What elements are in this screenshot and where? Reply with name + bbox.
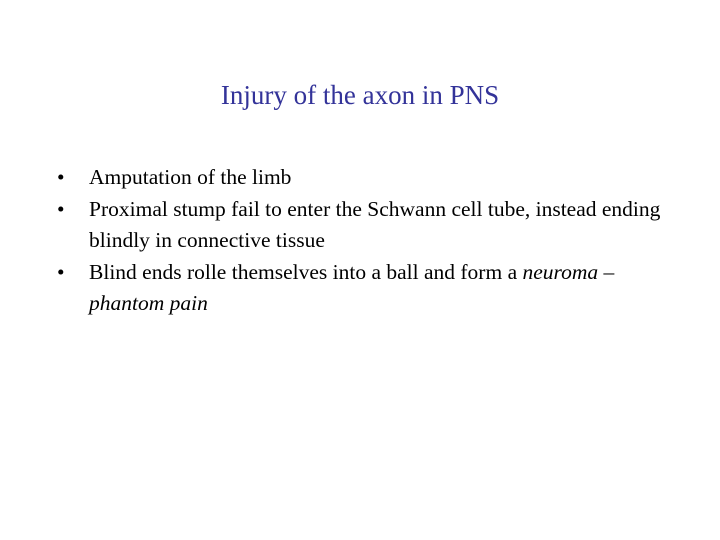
bullet-item-neuroma xyxy=(57,257,677,320)
bullet-item-amputation xyxy=(57,162,677,194)
bullet-icon: • xyxy=(57,165,65,189)
bullet-text: Amputation of the limb xyxy=(89,165,292,189)
bullet-icon: • xyxy=(57,259,65,284)
bullet-text: Blind ends rolle themselves into a ball and form a xyxy=(89,259,523,284)
slide-title: Injury of the axon in PNS xyxy=(220,80,500,110)
bullet-icon: • xyxy=(57,196,65,221)
bullet-text: Proximal stump fail to enter the Schwann cell tube, instead ending blindly in connective tissue xyxy=(89,196,661,252)
bullet-list xyxy=(57,162,677,320)
bullet-emphasis-text: neuroma – phantom pain xyxy=(89,259,615,315)
bullet-item-proximal-stump xyxy=(57,194,677,257)
